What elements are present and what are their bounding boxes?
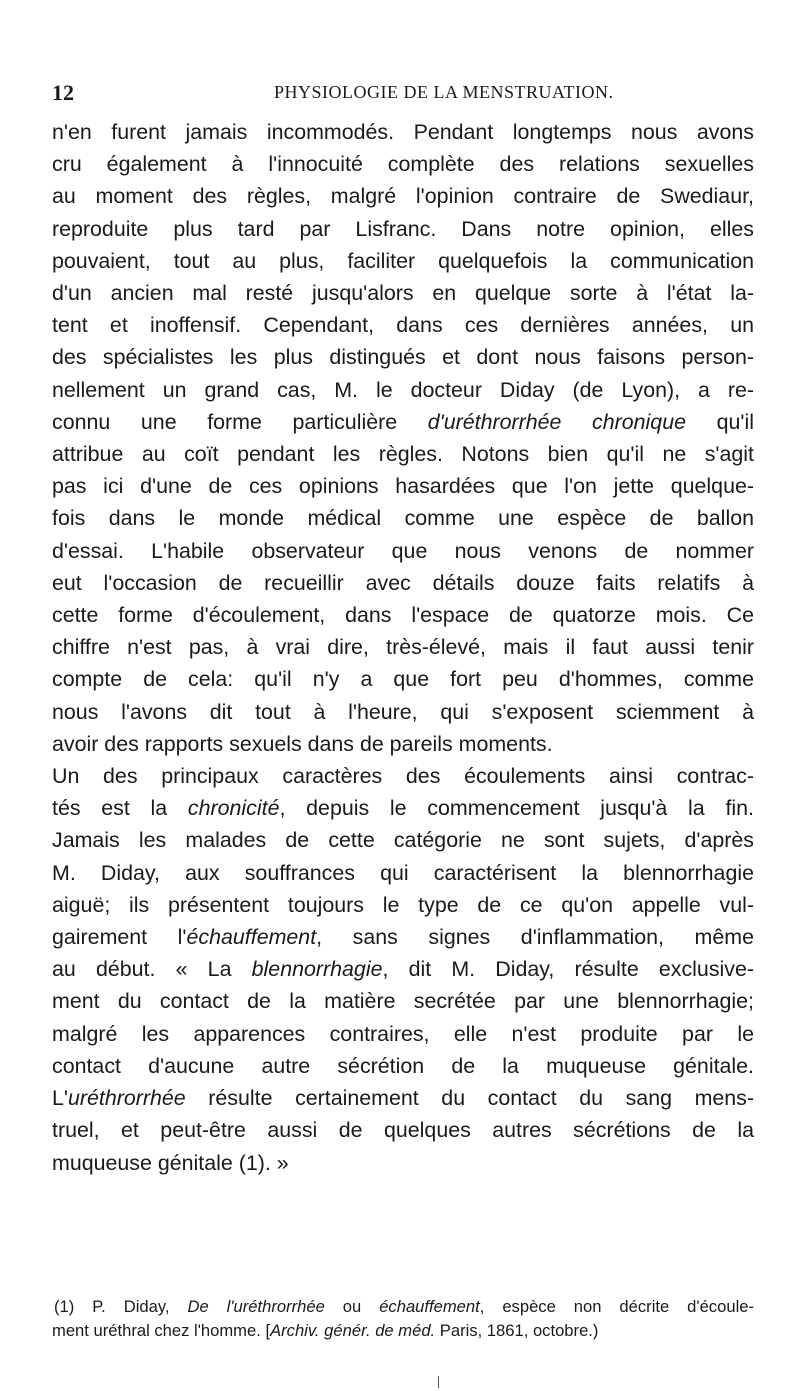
footnote-line bbox=[52, 1319, 754, 1343]
text-segment: (1) P. Diday, bbox=[54, 1297, 188, 1316]
text-line: nellement un grand cas, M. le docteur Diday (de Lyon), a re- bbox=[52, 377, 754, 402]
italic-term: De l'uréthrorrhée bbox=[187, 1297, 325, 1316]
text-segment: tés est la bbox=[52, 796, 188, 821]
italic-term: échauffement bbox=[186, 925, 317, 950]
text-segment: ment uréthral chez l'homme. [ bbox=[52, 1321, 271, 1340]
text-line: eut l'occasion de recueillir avec détails douze faits relatifs à bbox=[52, 570, 754, 595]
text-segment: , dit M. Diday, résulte exclusive- bbox=[382, 957, 754, 982]
text-line: chiffre n'est pas, à vrai dire, très-élevé, mais il faut aussi tenir bbox=[52, 635, 754, 660]
text-line: malgré les apparences contraires, elle n'est produite par le bbox=[52, 1021, 754, 1046]
text-line: truel, et peut-être aussi de quelques autres sécrétions de la bbox=[52, 1118, 754, 1143]
italic-term: d'uréthrorrhée chronique bbox=[427, 409, 686, 434]
text-line: Un des principaux caractères des écoulements ainsi contrac- bbox=[52, 764, 754, 789]
text-segment: au début. « La bbox=[52, 957, 252, 982]
scan-mark bbox=[438, 1376, 439, 1388]
text-line bbox=[52, 921, 754, 953]
text-segment: qu'il bbox=[686, 409, 754, 434]
text-line: ment du contact de la matière secrétée par une blennorrhagie; bbox=[52, 989, 754, 1014]
text-line: cette forme d'écoulement, dans l'espace de quatorze mois. Ce bbox=[52, 603, 754, 628]
text-line bbox=[52, 953, 754, 985]
text-segment: résulte certainement du contact du sang mens- bbox=[185, 1086, 754, 1111]
text-line: des spécialistes les plus distingués et dont nous faisons person- bbox=[52, 345, 754, 370]
italic-term: Archiv. génér. de méd. bbox=[270, 1321, 436, 1340]
text-line: n'en furent jamais incommodés. Pendant longtemps nous avons bbox=[52, 120, 754, 144]
text-line bbox=[52, 406, 754, 438]
page-number: 12 bbox=[52, 80, 74, 105]
text-line: d'essai. L'habile observateur que nous venons de nommer bbox=[52, 538, 754, 563]
text-segment: Paris, 1861, octobre.) bbox=[435, 1321, 599, 1340]
italic-term: blennorrhagie bbox=[251, 957, 383, 982]
text-line: attribue au coït pendant les règles. Notons bien qu'il ne s'agit bbox=[52, 442, 754, 467]
italic-term: uréthrorrhée bbox=[67, 1086, 186, 1111]
text-segment: , sans signes d'inflammation, même bbox=[316, 925, 754, 950]
footnote-line bbox=[52, 1295, 754, 1319]
text-line: cru également à l'innocuité complète des relations sexuelles bbox=[52, 152, 754, 177]
text-line: tent et inoffensif. Cependant, dans ces dernières années, un bbox=[52, 313, 754, 338]
text-line: d'un ancien mal resté jusqu'alors en quelque sorte à l'état la- bbox=[52, 281, 754, 306]
text-line bbox=[52, 1082, 754, 1114]
text-segment: , espèce non décrite d'écoule- bbox=[479, 1297, 755, 1316]
text-segment: L' bbox=[52, 1086, 68, 1111]
text-line: compte de cela: qu'il n'y a que fort peu d'hommes, comme bbox=[52, 667, 754, 692]
text-line: muqueuse génitale (1). » bbox=[52, 1150, 289, 1175]
text-segment: , depuis le commencement jusqu'à la fin. bbox=[279, 796, 754, 821]
text-line: contact d'aucune autre sécrétion de la muqueuse génitale. bbox=[52, 1053, 754, 1078]
italic-term: chronicité bbox=[187, 796, 280, 821]
text-line: nous l'avons dit tout à l'heure, qui s'exposent sciemment à bbox=[52, 699, 754, 724]
text-line: avoir des rapports sexuels dans de pareils moments. bbox=[52, 731, 553, 756]
text-line: reproduite plus tard par Lisfranc. Dans notre opinion, elles bbox=[52, 216, 754, 241]
text-line: pouvaient, tout au plus, faciliter quelquefois la communication bbox=[52, 248, 754, 273]
page-header bbox=[52, 80, 760, 108]
text-segment: ou bbox=[324, 1297, 380, 1316]
text-line: aiguë; ils présentent toujours le type de ce qu'on appelle vul- bbox=[52, 892, 754, 917]
footnote bbox=[52, 1295, 754, 1343]
text-segment: connu une forme particulière bbox=[52, 409, 428, 434]
text-segment: gairement l' bbox=[52, 925, 187, 950]
text-line: pas ici d'une de ces opinions hasardées que l'on jette quelque- bbox=[52, 474, 754, 499]
text-line: M. Diday, aux souffrances qui caractérisent la blennorrhagie bbox=[52, 860, 754, 885]
running-head: PHYSIOLOGIE DE LA MENSTRUATION. bbox=[274, 82, 614, 102]
text-line bbox=[52, 792, 754, 824]
text-line: Jamais les malades de cette catégorie ne sont sujets, d'après bbox=[52, 828, 754, 853]
italic-term: échauffement bbox=[379, 1297, 480, 1316]
text-line: fois dans le monde médical comme une espèce de ballon bbox=[52, 506, 754, 531]
body-text bbox=[52, 116, 754, 1179]
text-line: au moment des règles, malgré l'opinion contraire de Swediaur, bbox=[52, 184, 754, 209]
